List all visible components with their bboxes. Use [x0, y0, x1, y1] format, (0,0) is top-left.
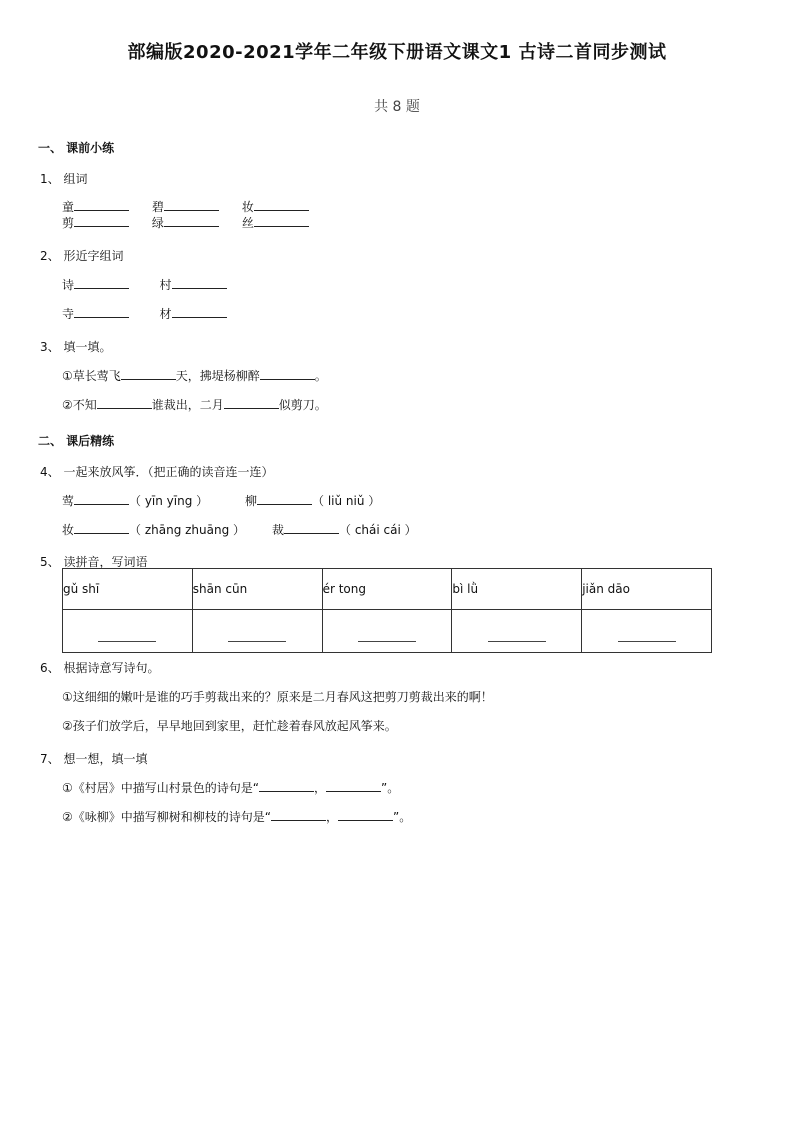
question-count: 共 8 题 — [374, 99, 420, 115]
text-segment: 天，拂堤杨柳醉 — [175, 369, 260, 383]
answer-cell[interactable] — [192, 610, 322, 653]
answer-blank[interactable] — [164, 214, 219, 227]
text-segment: ”。 — [381, 781, 400, 795]
answer-blank[interactable] — [74, 214, 129, 227]
question-3-label: 3、 填一填。 — [40, 340, 112, 354]
answer-blank[interactable] — [172, 276, 227, 289]
answer-cell[interactable] — [582, 610, 712, 653]
question-6-label: 6、 根据诗意写诗句。 — [40, 661, 160, 675]
pinyin-options: （ liǔ niǔ ） — [312, 494, 381, 508]
answer-blank[interactable] — [228, 627, 286, 642]
word-char: 妆 — [241, 200, 254, 214]
answer-blank[interactable] — [284, 521, 339, 534]
pinyin-options: （ zhāng zhuāng ） — [129, 523, 246, 537]
text-segment: ②《咏柳》中描写柳树和柳枝的诗句是“ — [62, 810, 271, 824]
pinyin-cell: shān cūn — [192, 569, 322, 610]
word-char: 剪 — [62, 216, 75, 230]
answer-blank[interactable] — [74, 198, 129, 211]
question-3-line-2 — [62, 396, 327, 413]
answer-cell[interactable] — [322, 610, 452, 653]
answer-blank[interactable] — [257, 492, 312, 505]
word-char: 绿 — [151, 216, 164, 230]
question-6-line-1: ①这细细的嫩叶是谁的巧手剪裁出来的？原来是二月春风这把剪刀剪裁出来的啊！ — [62, 690, 493, 704]
section-heading-2: 二、 课后精练 — [38, 434, 115, 448]
word-char: 材 — [159, 307, 172, 321]
pinyin-match-item — [245, 492, 380, 509]
pinyin-row — [63, 569, 712, 610]
answer-blank[interactable] — [172, 305, 227, 318]
answer-blank[interactable] — [74, 492, 129, 505]
answer-blank[interactable] — [259, 779, 314, 792]
word-char: 妆 — [62, 523, 75, 537]
answer-cell[interactable] — [452, 610, 582, 653]
answer-blank[interactable] — [74, 276, 129, 289]
pinyin-match-item — [62, 492, 208, 509]
question-1-label: 1、 组词 — [40, 172, 88, 186]
word-char: 诗 — [62, 278, 75, 292]
answer-blank[interactable] — [254, 198, 309, 211]
question-5-label: 5、 读拼音，写词语 — [40, 555, 148, 569]
text-segment: ①《村居》中描写山村景色的诗句是“ — [62, 781, 259, 795]
pinyin-table — [62, 568, 712, 653]
answer-blank[interactable] — [260, 367, 315, 380]
answer-blank[interactable] — [338, 808, 393, 821]
question-2-row-1 — [62, 276, 227, 293]
text-segment: 谁裁出，二月 — [151, 398, 224, 412]
text-segment: 似剪刀。 — [278, 398, 327, 412]
text-segment: ”。 — [393, 810, 412, 824]
word-char: 柳 — [245, 494, 258, 508]
answer-blank[interactable] — [271, 808, 326, 821]
question-7-line-1 — [62, 779, 399, 796]
word-char: 莺 — [62, 494, 75, 508]
word-char: 丝 — [241, 216, 254, 230]
pinyin-cell: bì lǜ — [452, 569, 582, 610]
word-char: 裁 — [272, 523, 285, 537]
pinyin-options: （ chái cái ） — [339, 523, 417, 537]
pinyin-cell: jiǎn dāo — [582, 569, 712, 610]
answer-blank[interactable] — [224, 396, 279, 409]
pinyin-options: （ yīn yīng ） — [129, 494, 209, 508]
question-6-line-2: ②孩子们放学后，早早地回到家里，赶忙趁着春风放起风筝来。 — [62, 719, 397, 733]
answer-cell[interactable] — [63, 610, 193, 653]
word-char: 碧 — [151, 200, 164, 214]
word-char: 童 — [62, 200, 75, 214]
text-segment: ， — [325, 810, 338, 824]
text-segment: 。 — [314, 369, 327, 383]
question-1-row-2 — [62, 214, 309, 231]
question-1-row-1 — [62, 198, 309, 215]
answer-blank[interactable] — [98, 627, 156, 642]
question-2-label: 2、 形近字组词 — [40, 249, 124, 263]
question-7-label: 7、 想一想，填一填 — [40, 752, 148, 766]
word-char: 寺 — [62, 307, 75, 321]
pinyin-match-item — [272, 521, 417, 538]
question-3-line-1 — [62, 367, 327, 384]
answer-blank[interactable] — [358, 627, 416, 642]
pinyin-match-item — [62, 521, 245, 538]
answer-blank[interactable] — [488, 627, 546, 642]
answer-row — [63, 610, 712, 653]
answer-blank[interactable] — [97, 396, 152, 409]
question-2-row-2 — [62, 305, 227, 322]
answer-blank[interactable] — [618, 627, 676, 642]
answer-blank[interactable] — [74, 521, 129, 534]
answer-blank[interactable] — [74, 305, 129, 318]
text-segment: ， — [313, 781, 326, 795]
text-segment: ②不知 — [62, 398, 97, 412]
word-char: 村 — [159, 278, 172, 292]
pinyin-cell: ér tong — [322, 569, 452, 610]
pinyin-cell: gǔ shī — [63, 569, 193, 610]
answer-blank[interactable] — [164, 198, 219, 211]
answer-blank[interactable] — [326, 779, 381, 792]
question-7-line-2 — [62, 808, 411, 825]
answer-blank[interactable] — [121, 367, 176, 380]
question-4-label: 4、 一起来放风筝．（把正确的读音连一连） — [40, 465, 274, 479]
page-title: 部编版2020-2021学年二年级下册语文课文1 古诗二首同步测试 — [127, 42, 667, 63]
text-segment: ①草长莺飞 — [62, 369, 121, 383]
section-heading-1: 一、 课前小练 — [38, 141, 115, 155]
answer-blank[interactable] — [254, 214, 309, 227]
